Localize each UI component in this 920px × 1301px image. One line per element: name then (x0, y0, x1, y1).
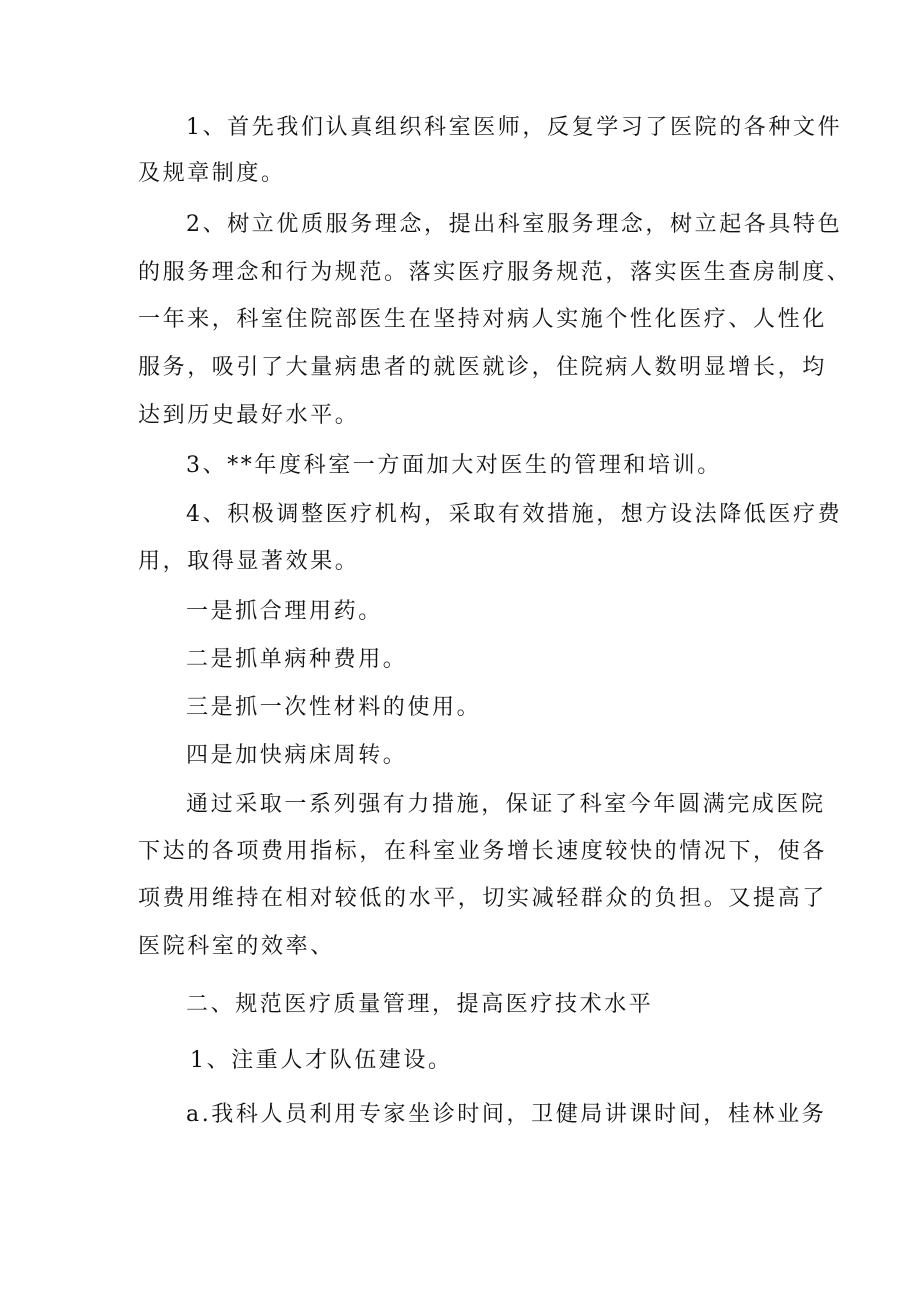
paragraph-2-line-2: 的服务理念和行为规范。落实医疗服务规范，落实医生查房制度、 (138, 260, 852, 285)
paragraph-9-line-1: 通过采取一系列强有力措施，保证了科室今年圆满完成医院 (186, 792, 826, 817)
paragraph-1-line-1: 1、首先我们认真组织科室医师，反复学习了医院的各种文件 (186, 115, 843, 140)
paragraph-2-line-5: 达到历史最好水平。 (138, 403, 360, 428)
paragraph-9-line-2: 下达的各项费用指标，在科室业务增长速度较快的情况下，使各 (138, 839, 827, 864)
section-heading-2: 二、规范医疗质量管理，提高医疗技术水平 (186, 992, 654, 1017)
paragraph-2-line-1: 2、树立优质服务理念，提出科室服务理念，树立起各具特色 (186, 212, 843, 237)
paragraph-12-line-1: a.我科人员利用专家坐诊时间，卫健局讲课时间，桂林业务 (186, 1102, 827, 1127)
paragraph-4-line-2: 用，取得显著效果。 (138, 549, 360, 574)
paragraph-2-line-4: 服务，吸引了大量病患者的就医就诊，住院病人数明显增长，均 (138, 355, 827, 380)
paragraph-6-line-1: 二是抓单病种费用。 (186, 647, 408, 672)
paragraph-9-line-4: 医院科室的效率、 (138, 934, 335, 959)
paragraph-9-line-3: 项费用维持在相对较低的水平，切实减轻群众的负担。又提高了 (138, 886, 827, 911)
paragraph-4-line-1: 4、积极调整医疗机构，采取有效措施，想方设法降低医疗费 (186, 502, 843, 527)
paragraph-5-line-1: 一是抓合理用药。 (186, 599, 383, 624)
paragraph-11-line-1: 1、注重人才队伍建设。 (190, 1048, 453, 1073)
paragraph-2-line-3: 一年来，科室住院部医生在坚持对病人实施个性化医疗、人性化 (138, 307, 827, 332)
paragraph-1-line-2: 及规章制度。 (138, 161, 286, 186)
paragraph-7-line-1: 三是抓一次性材料的使用。 (186, 695, 482, 720)
paragraph-8-line-1: 四是加快病床周转。 (186, 743, 408, 768)
paragraph-3-line-1: 3、**年度科室一方面加大对医生的管理和培训。 (186, 453, 722, 478)
